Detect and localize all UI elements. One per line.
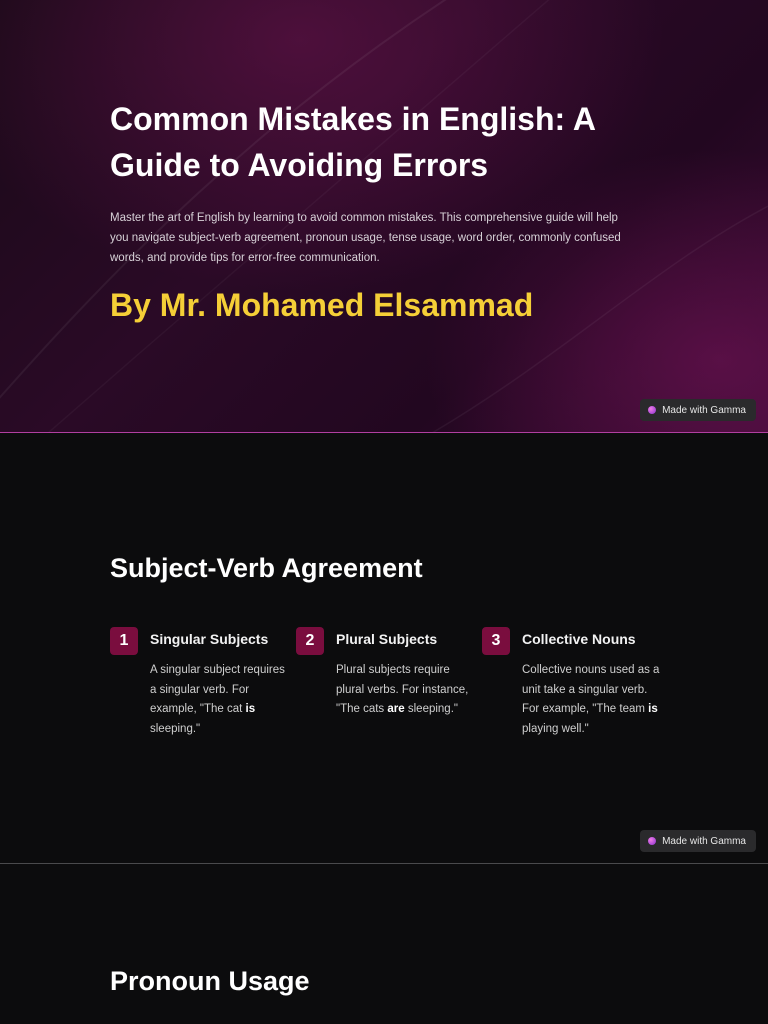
item-text-part: sleeping."	[404, 703, 458, 715]
pronoun-usage-slide	[0, 864, 768, 1024]
item-text-part: A singular subject requires a singular verb. For example, "The cat	[150, 664, 285, 715]
item-description	[336, 661, 476, 720]
intro-line: Master the art of English by learning to avoid common mistakes. This comprehensive guide will help	[110, 212, 618, 224]
gamma-logo-icon	[648, 406, 656, 414]
badge-label: Made with Gamma	[662, 835, 746, 847]
subject-verb-slide	[0, 433, 768, 864]
item-title: Singular Subjects	[150, 631, 269, 647]
author-byline: By Mr. Mohamed Elsammad	[110, 287, 534, 323]
intro-line: you navigate subject-verb agreement, pronoun usage, tense usage, word order, commonly confused	[110, 232, 621, 244]
made-with-gamma-badge[interactable]	[640, 399, 756, 421]
item-text-part: Plural subjects require plural verbs. For instance, "The cats	[336, 664, 469, 715]
intro-line: words, and provide tips for error-free communication.	[110, 252, 380, 264]
title-line: Common Mistakes in English: A	[110, 101, 596, 137]
intro-paragraph	[110, 208, 670, 268]
title-slide	[0, 0, 768, 433]
item-number-badge: 3	[482, 627, 510, 655]
section-title: Pronoun Usage	[110, 966, 310, 996]
page-title	[110, 96, 670, 188]
section-title: Subject-Verb Agreement	[110, 553, 423, 583]
item-text-part: sleeping."	[150, 722, 201, 735]
badge-label: Made with Gamma	[662, 404, 746, 416]
item-title: Plural Subjects	[336, 631, 438, 647]
gamma-logo-icon	[648, 837, 656, 845]
item-text-bold: are	[387, 703, 405, 715]
item-description	[522, 661, 662, 739]
item-text-part: playing well."	[522, 722, 589, 735]
item-description	[150, 661, 290, 739]
title-line: Guide to Avoiding Errors	[110, 147, 489, 183]
item-number-badge: 2	[296, 627, 324, 655]
item-text-bold: is	[245, 703, 256, 715]
item-number-badge: 1	[110, 627, 138, 655]
made-with-gamma-badge[interactable]	[640, 830, 756, 852]
item-text-part: Collective nouns used as a unit take a singular verb. For example, "The team	[522, 664, 660, 715]
item-title: Collective Nouns	[522, 631, 636, 647]
item-text-bold: is	[648, 703, 658, 715]
